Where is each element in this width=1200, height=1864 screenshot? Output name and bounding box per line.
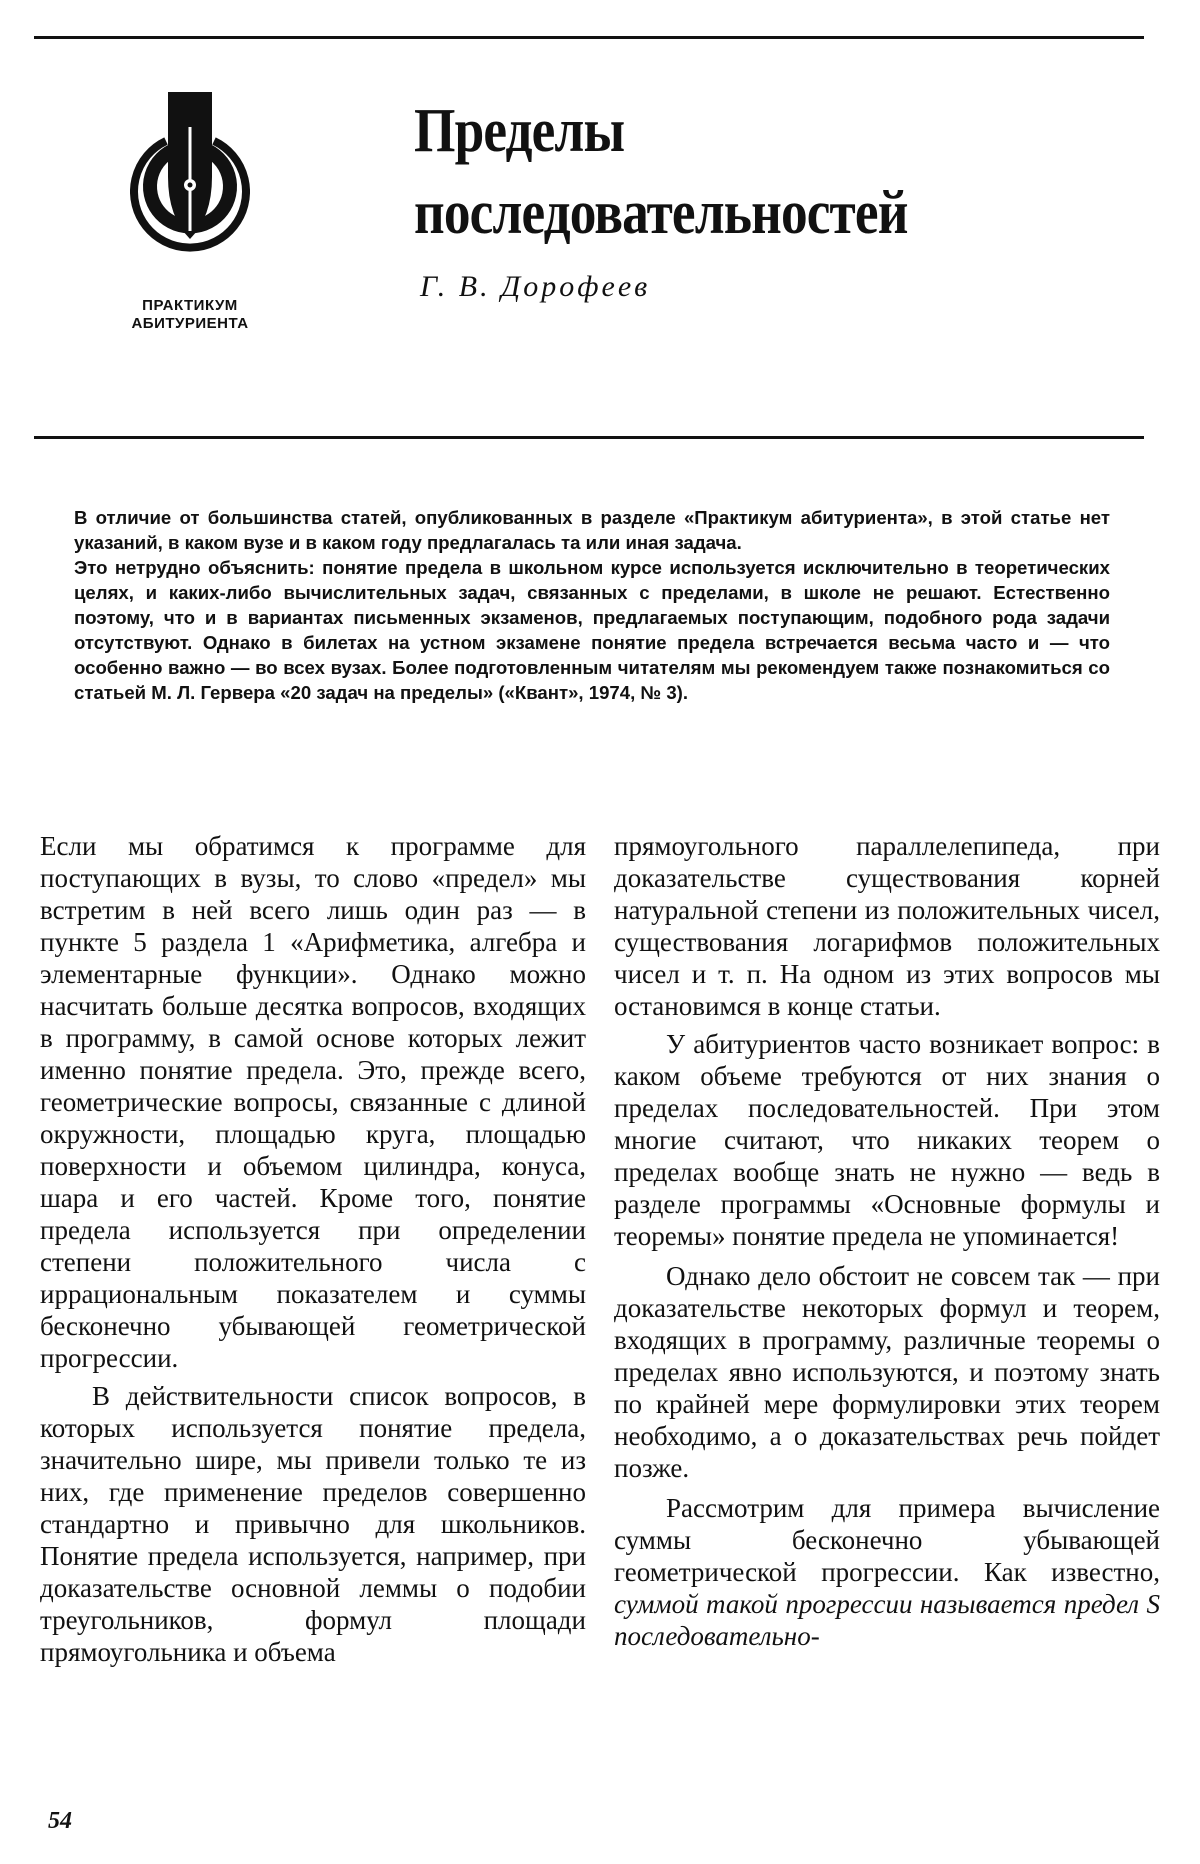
right-paragraph-1: прямоугольного параллелепипеда, при доказательстве существования корней натуральной степени из положительных чисел, существования логарифмов положительных чисел и т. п. На одном из этих вопросов мы остановимся в конце статьи. — [614, 831, 1160, 1021]
intro-paragraph-2: Это нетрудно объяснить: понятие предела в школьном курсе используется исключительно в теоретических целях, и каких-либо вычислительных задач, связанных с пределами, в школе не решают. Естественно поэтому, что и в вариантах письменных экзаменов, предлагаемых поступающим, подобного рода задачи отсутствуют. Однако в билетах на устном экзамене понятие предела встречается весьма часто и — что особенно важно — во всех вузах. Более подготовленным читателям мы рекомендуем также познакомиться со статьей М. Л. Гервера «20 задач на пределы» («Квант», 1974, № 3). — [74, 557, 1110, 703]
header-rule — [34, 436, 1144, 439]
top-rule — [34, 36, 1144, 39]
right-paragraph-2: У абитуриентов часто возникает вопрос: в каком объеме требуются от них знания о пределах последовательностей. При этом многие считают, что никаких теорем о пределах вообще знать не нужно — ведь в разделе программы «Основные формулы и теоремы» понятие предела не упоминается! — [614, 1029, 1160, 1251]
right-paragraph-4 — [614, 1492, 1160, 1652]
section-logo — [100, 92, 280, 340]
page-number: 54 — [48, 1808, 72, 1834]
logo-caption — [100, 297, 280, 333]
fountain-pen-nib-icon — [130, 92, 250, 282]
right-paragraph-4-text: Рассмотрим для примера вычисление суммы бесконечно убывающей геометрической прогрессии. Как известно, — [614, 1493, 1160, 1587]
title-line1: Пределы — [414, 97, 625, 165]
editorial-intro — [74, 505, 1110, 705]
article-title — [414, 90, 1016, 254]
logo-caption-line2: АБИТУРИЕНТА — [131, 315, 249, 332]
left-column — [40, 830, 586, 1668]
left-paragraph-1: Если мы обратимся к программе для поступающих в вузы, то слово «предел» мы встретим в ней всего лишь один раз — в пункте 5 раздела 1 «Арифметика, алгебра и элементарные функции». Однако можно насчитать больше десятка вопросов, входящих в программу, в самой основе которых лежит именно понятие предела. Это, прежде всего, геометрические вопросы, связанные с длиной окружности, площадью круга, площадью поверхности и объемом цилиндра, конуса, шара и его частей. Кроме того, понятие предела используется при определении степени положительного числа с иррациональным показателем и суммы бесконечно убывающей геометрической прогрессии. — [40, 831, 586, 1373]
definition-italic: суммой такой прогрессии называется предел S последовательно- — [614, 1589, 1160, 1651]
article-author: Г. В. Дорофеев — [420, 270, 651, 303]
title-line2: последовательностей — [414, 179, 908, 247]
intro-paragraph-1: В отличие от большинства статей, опубликованных в разделе «Практикум абитуриента», в этой статье нет указаний, в каком вузе и в каком году предлагалась та или иная задача. — [74, 507, 1110, 553]
left-paragraph-2: В действительности список вопросов, в которых используется понятие предела, значительно шире, мы привели только те из них, где применение пределов совершенно стандартно и привычно для школьников. Понятие предела используется, например, при доказательстве основной леммы о подобии треугольников, формул площади прямоугольника и объема — [40, 1381, 586, 1667]
right-paragraph-3: Однако дело обстоит не совсем так — при доказательстве некоторых формул и теорем, входящих в программу, различные теоремы о пределах явно используются, и поэтому знать по крайней мере формулировки этих теорем необходимо, а о доказательствах речь пойдет позже. — [614, 1261, 1160, 1483]
right-column — [614, 830, 1160, 1652]
logo-caption-line1: ПРАКТИКУМ — [142, 297, 238, 314]
